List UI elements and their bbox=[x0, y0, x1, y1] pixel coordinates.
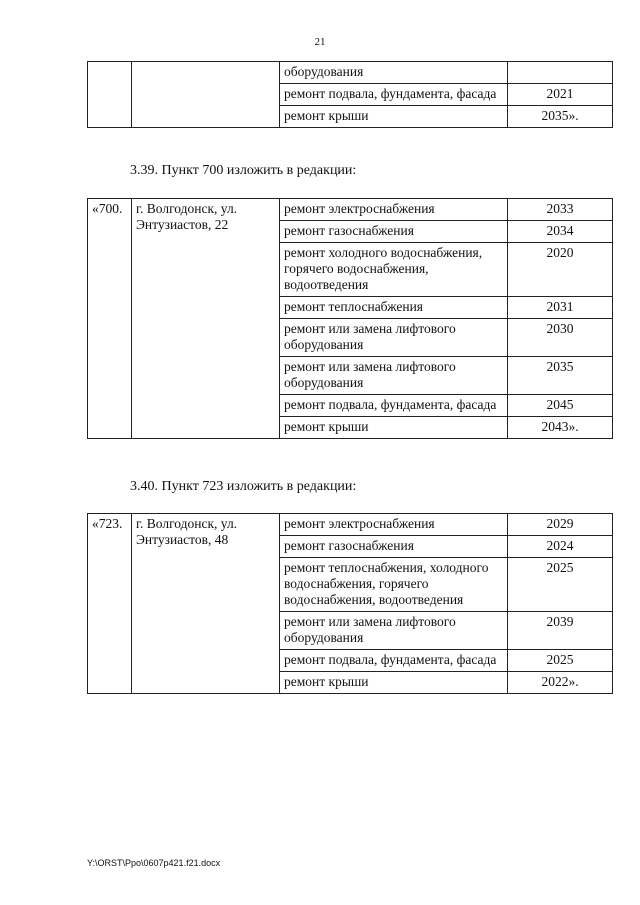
work-cell: ремонт подвала, фундамента, фасада bbox=[280, 84, 508, 106]
year-cell: 2025 bbox=[508, 558, 613, 612]
work-cell: ремонт теплоснабжения, холодного водоснабжения, горячего водоснабжения, водоотведения bbox=[280, 558, 508, 612]
year-cell: 2030 bbox=[508, 319, 613, 357]
year-cell: 2039 bbox=[508, 612, 613, 650]
work-cell: ремонт подвала, фундамента, фасада bbox=[280, 650, 508, 672]
footer-file-path: Y:\ORST\Ppo\0607p421.f21.docx bbox=[87, 858, 221, 868]
year-cell: 2020 bbox=[508, 243, 613, 297]
year-cell: 2034 bbox=[508, 221, 613, 243]
table-row bbox=[88, 514, 613, 536]
table-row bbox=[88, 199, 613, 221]
year-cell: 2033 bbox=[508, 199, 613, 221]
work-cell: ремонт крыши bbox=[280, 672, 508, 694]
table-item-700 bbox=[87, 198, 613, 439]
item-number-cell: «723. bbox=[88, 514, 132, 694]
work-cell: ремонт электроснабжения bbox=[280, 514, 508, 536]
table-continuation bbox=[87, 61, 613, 128]
work-cell: ремонт или замена лифтового оборудования bbox=[280, 357, 508, 395]
year-cell: 2035 bbox=[508, 357, 613, 395]
year-cell: 2025 bbox=[508, 650, 613, 672]
work-cell: ремонт электроснабжения bbox=[280, 199, 508, 221]
amendment-paragraph-3-39: 3.39. Пункт 700 изложить в редакции: bbox=[130, 163, 357, 178]
year-cell bbox=[508, 62, 613, 84]
table-item-723 bbox=[87, 513, 613, 694]
address-cell: г. Волгодонск, ул. Энтузиастов, 22 bbox=[132, 199, 280, 439]
year-cell: 2029 bbox=[508, 514, 613, 536]
year-cell: 2043». bbox=[508, 417, 613, 439]
address-cell: г. Волгодонск, ул. Энтузиастов, 48 bbox=[132, 514, 280, 694]
work-cell: ремонт или замена лифтового оборудования bbox=[280, 319, 508, 357]
work-cell: ремонт газоснабжения bbox=[280, 536, 508, 558]
page-number: 21 bbox=[314, 36, 326, 48]
work-cell: ремонт крыши bbox=[280, 106, 508, 128]
work-cell: ремонт крыши bbox=[280, 417, 508, 439]
work-cell: ремонт газоснабжения bbox=[280, 221, 508, 243]
year-cell: 2035». bbox=[508, 106, 613, 128]
item-number-cell bbox=[88, 62, 132, 128]
year-cell: 2024 bbox=[508, 536, 613, 558]
address-cell bbox=[132, 62, 280, 128]
year-cell: 2021 bbox=[508, 84, 613, 106]
item-number-cell: «700. bbox=[88, 199, 132, 439]
table-row bbox=[88, 62, 613, 84]
amendment-paragraph-3-40: 3.40. Пункт 723 изложить в редакции: bbox=[130, 479, 357, 494]
work-cell: ремонт подвала, фундамента, фасада bbox=[280, 395, 508, 417]
work-cell: ремонт или замена лифтового оборудования bbox=[280, 612, 508, 650]
work-cell: оборудования bbox=[280, 62, 508, 84]
year-cell: 2022». bbox=[508, 672, 613, 694]
year-cell: 2031 bbox=[508, 297, 613, 319]
work-cell: ремонт холодного водоснабжения, горячего водоснабжения, водоотведения bbox=[280, 243, 508, 297]
work-cell: ремонт теплоснабжения bbox=[280, 297, 508, 319]
year-cell: 2045 bbox=[508, 395, 613, 417]
